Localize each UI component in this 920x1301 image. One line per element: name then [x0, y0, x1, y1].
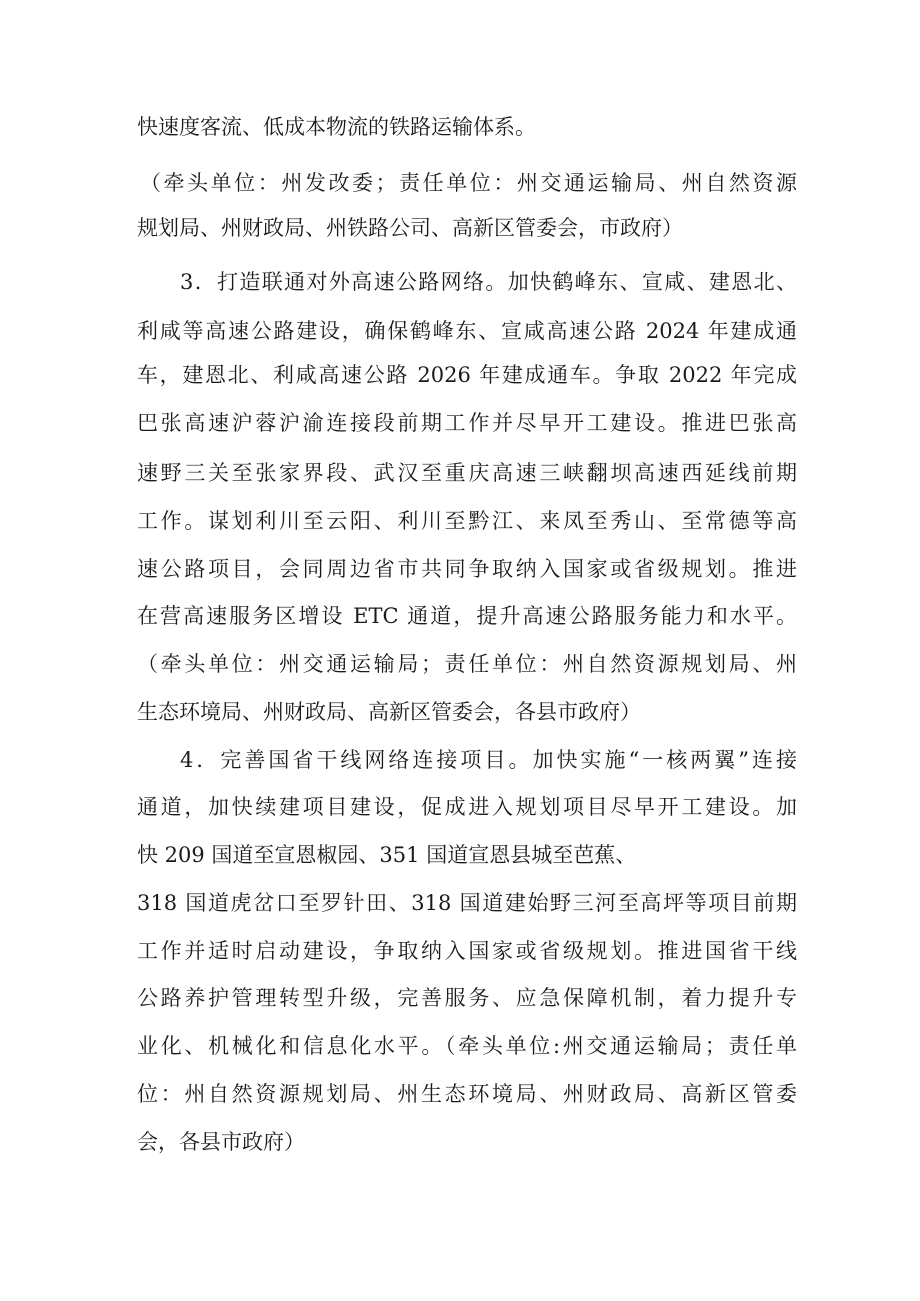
text-line-5: 利咸等高速公路建设，确保鹤峰东、宣咸高速公路 2024 年建成通	[137, 319, 797, 343]
text-line-18: 工作并适时启动建设，争取纳入国家或省级规划。推进国省干线	[137, 939, 797, 963]
text-line-1: 快速度客流、低成本物流的铁路运输体系。	[137, 115, 536, 139]
text-line-8: 速野三关至张家界段、武汉至重庆高速三峡翻坝高速西延线前期	[137, 461, 797, 485]
text-line-4: 3．打造联通对外高速公路网络。加快鹤峰东、宣咸、建恩北、	[180, 270, 797, 294]
text-line-21: 位：州自然资源规划局、州生态环境局、州财政局、高新区管委	[137, 1082, 797, 1106]
text-line-6: 车，建恩北、利咸高速公路 2026 年建成通车。争取 2022 年完成	[137, 363, 797, 387]
text-line-22: 会，各县市政府）	[137, 1130, 305, 1154]
text-line-19: 公路养护管理转型升级，完善服务、应急保障机制，着力提升专	[137, 986, 797, 1010]
text-line-12: （牵头单位：州交通运输局；责任单位：州自然资源规划局、州	[137, 652, 797, 676]
text-line-16: 快 209 国道至宣恩椒园、351 国道宣恩县城至芭蕉、	[137, 843, 637, 867]
text-line-14: 4．完善国省干线网络连接项目。加快实施“一核两翼”连接	[180, 748, 797, 772]
text-line-17: 318 国道虎岔口至罗针田、318 国道建始野三河至高坪等项目前期	[137, 891, 797, 915]
text-line-20: 业化、机械化和信息化水平。（牵头单位:州交通运输局；责任单	[137, 1034, 797, 1058]
text-line-2: （牵头单位：州发改委；责任单位：州交通运输局、州自然资源	[140, 171, 797, 195]
text-line-9: 工作。谋划利川至云阳、利川至黔江、来凤至秀山、至常德等高	[137, 509, 797, 533]
text-line-7: 巴张高速沪蓉沪渝连接段前期工作并尽早开工建设。推进巴张高	[137, 411, 797, 435]
text-line-15: 通道，加快续建项目建设，促成进入规划项目尽早开工建设。加	[137, 795, 797, 819]
text-line-3: 规划局、州财政局、州铁路公司、高新区管委会，市政府）	[137, 216, 683, 240]
text-line-10: 速公路项目，会同周边省市共同争取纳入国家或省级规划。推进	[137, 557, 797, 581]
text-line-13: 生态环境局、州财政局、高新区管委会，各县市政府）	[137, 700, 641, 724]
text-line-11: 在营高速服务区增设 ETC 通道，提升高速公路服务能力和水平。	[137, 604, 797, 628]
